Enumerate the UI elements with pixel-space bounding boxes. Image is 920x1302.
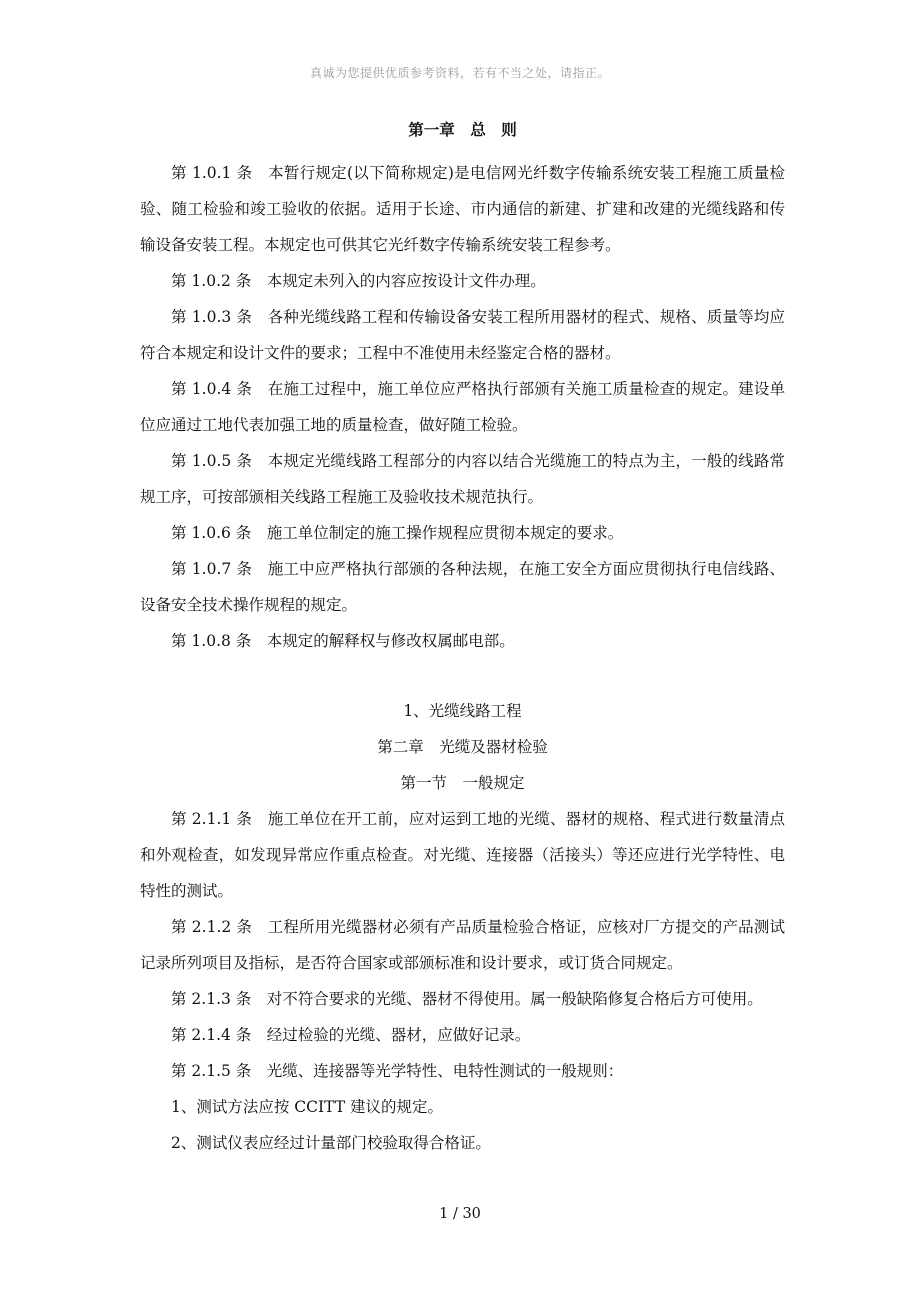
article-2-1-4: 第 2.1.4 条 经过检验的光缆、器材，应做好记录。	[171, 1026, 531, 1044]
page-number: 1 / 30	[439, 1206, 481, 1222]
list-item-2: 2、测试仪表应经过计量部门校验取得合格证。	[171, 1134, 491, 1152]
section-spacer	[140, 659, 785, 693]
section-1-title: 第一节 一般规定	[400, 774, 525, 792]
article-2-1-1: 第 2.1.1 条 施工单位在开工前，应对运到工地的光缆、器材的规格、程式进行数量清点和外观检查，如发现异常应作重点检查。对光缆、连接器（活接头）等还应进行光学特性、电特性的测试。	[140, 810, 785, 900]
article-1-0-6: 第 1.0.6 条 施工单位制定的施工操作规程应贯彻本规定的要求。	[171, 524, 624, 542]
chapter-1-title: 第一章 总 则	[408, 120, 517, 139]
article-1-0-7: 第 1.0.7 条 施工中应严格执行部颁的各种法规，在施工安全方面应贯彻执行电信线路、设备安全技术操作规程的规定。	[140, 560, 785, 614]
page-content	[140, 118, 785, 1161]
article-1-0-8: 第 1.0.8 条 本规定的解释权与修改权属邮电部。	[171, 632, 515, 650]
article-2-1-3: 第 2.1.3 条 对不符合要求的光缆、器材不得使用。属一般缺陷修复合格后方可使用。	[171, 990, 763, 1008]
article-1-0-5: 第 1.0.5 条 本规定光缆线路工程部分的内容以结合光缆施工的特点为主，一般的线路常规工序，可按部颁相关线路工程施工及验收技术规范执行。	[140, 452, 785, 506]
article-1-0-2: 第 1.0.2 条 本规定未列入的内容应按设计文件办理。	[171, 272, 546, 290]
part-1-title: 1、光缆线路工程	[403, 702, 522, 720]
watermark-text: 真诚为您提供优质参考资料，若有不当之处，请指正。	[309, 66, 610, 80]
article-1-0-1: 第 1.0.1 条 本暂行规定(以下简称规定)是电信网光纤数字传输系统安装工程施工质量检验、随工检验和竣工验收的依据。适用于长途、市内通信的新建、扩建和改建的光缆线路和传输设备安装工程。本规定也可供其它光纤数字传输系统安装工程参考。	[140, 164, 785, 254]
article-2-1-5: 第 2.1.5 条 光缆、连接器等光学特性、电特性测试的一般规则：	[171, 1062, 624, 1080]
article-1-0-3: 第 1.0.3 条 各种光缆线路工程和传输设备安装工程所用器材的程式、规格、质量等均应符合本规定和设计文件的要求；工程中不准使用未经鉴定合格的器材。	[140, 308, 785, 362]
chapter-2-title: 第二章 光缆及器材检验	[377, 738, 548, 756]
list-item-1: 1、测试方法应按 CCITT 建议的规定。	[171, 1098, 444, 1116]
article-1-0-4: 第 1.0.4 条 在施工过程中，施工单位应严格执行部颁有关施工质量检查的规定。建设单位应通过工地代表加强工地的质量检查，做好随工检验。	[140, 380, 785, 434]
article-2-1-2: 第 2.1.2 条 工程所用光缆器材必须有产品质量检验合格证，应核对厂方提交的产品测试记录所列项目及指标，是否符合国家或部颁标准和设计要求，或订货合同规定。	[140, 918, 785, 972]
